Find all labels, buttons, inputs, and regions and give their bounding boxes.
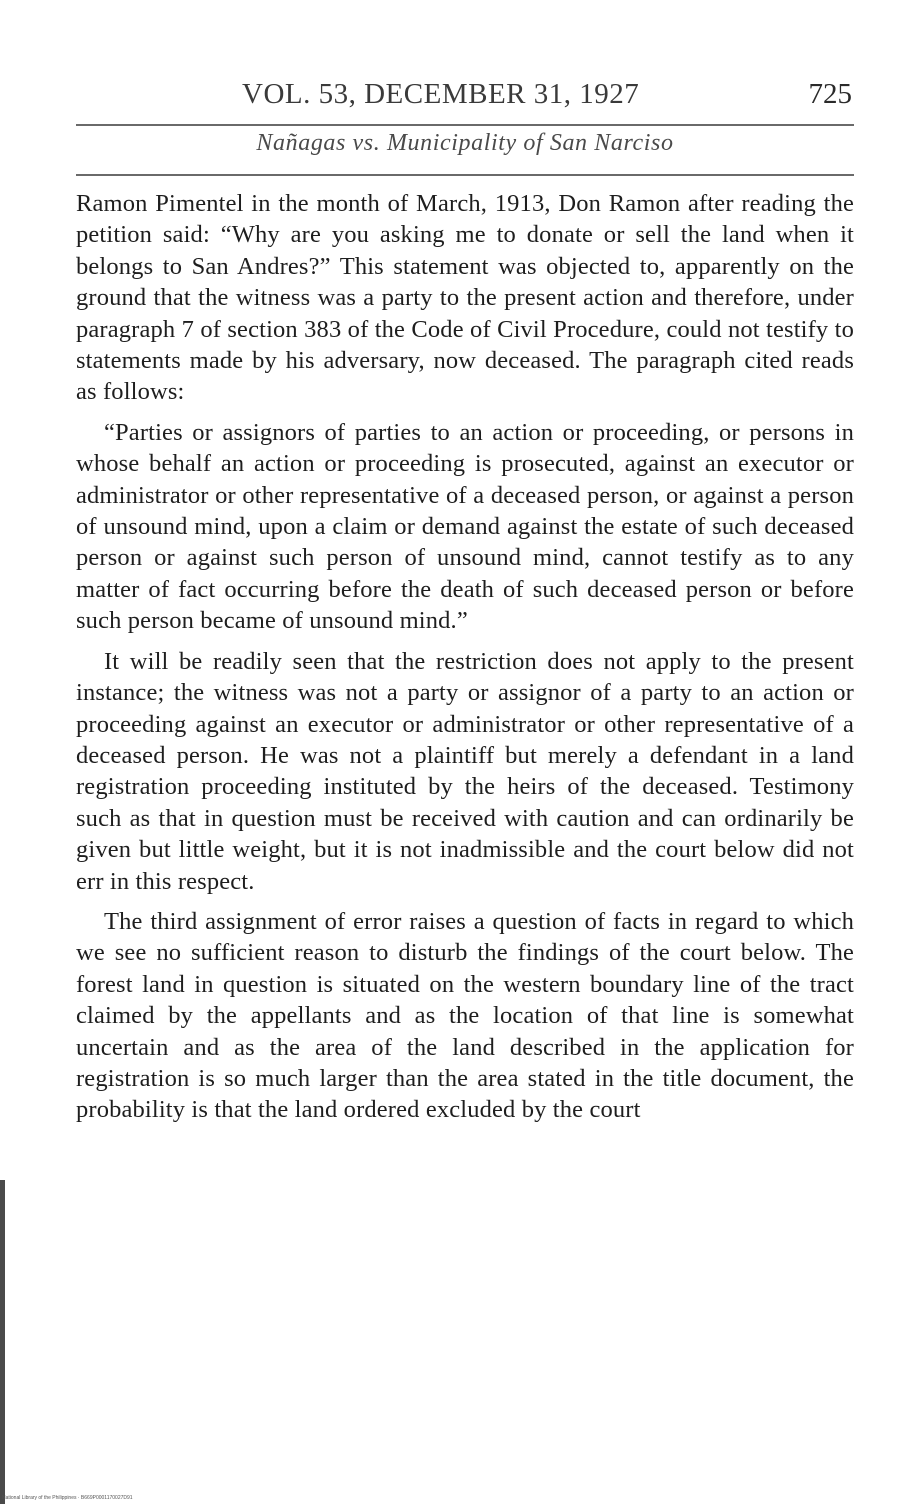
body-text — [76, 188, 854, 1135]
page-header — [76, 78, 854, 118]
case-title-running-head: Nañagas vs. Municipality of San Narciso — [256, 130, 674, 156]
volume-date-header: VOL. 53, DECEMBER 31, 1927 — [242, 78, 640, 110]
paragraph: It will be readily seen that the restriction does not apply to the present instance; the witness was not a party or assignor of a party to an action or proceeding against an executor or administrator or other representative of a deceased person. He was not a plaintiff but merely a defendant in a land registration proceeding instituted by the heirs of the deceased. Testimony such as that in question must be received with caution and can ordinarily be given but little weight, but it is not inadmissible and the court below did not err in this respect. — [76, 647, 854, 895]
scan-footer: National Library of the Philippines · B669P0001170027D91 — [2, 1495, 133, 1501]
paragraph: The third assignment of error raises a question of facts in regard to which we see no sufficient reason to disturb the findings of the court below. The forest land in question is situated on the western boundary line of the tract claimed by the appellants and as the location of that line is somewhat uncertain and as the area of the land described in the application for registration is so much larger than the area stated in the title document, the probability is that the land ordered excluded by the court — [76, 907, 854, 1124]
paragraph: Ramon Pimentel in the month of March, 1913, Don Ramon after reading the petition said: “Why are you asking me to donate or sell the land when it belongs to San Andres?” This statement was objected to, apparently on the ground that the witness was a party to the present action and therefore, under paragraph 7 of section 383 of the Code of Civil Procedure, could not testify to statements made by his adversary, now deceased. The paragraph cited reads as follows: — [76, 190, 854, 406]
running-head-rule — [76, 174, 854, 176]
quoted-paragraph: “Parties or assignors of parties to an action or proceeding, or persons in whose behalf an action or proceeding is prosecuted, against an executor or administrator or other representative of a deceased person, or against a person of unsound mind, upon a claim or demand against the estate of such deceased person or against such person of unsound mind, cannot testify as to any matter of fact occurring before the death of such deceased person or before such person became of unsound mind.” — [76, 418, 854, 635]
header-rule — [76, 124, 854, 126]
page-number: 725 — [808, 78, 852, 110]
page-edge-shadow — [0, 1180, 5, 1504]
